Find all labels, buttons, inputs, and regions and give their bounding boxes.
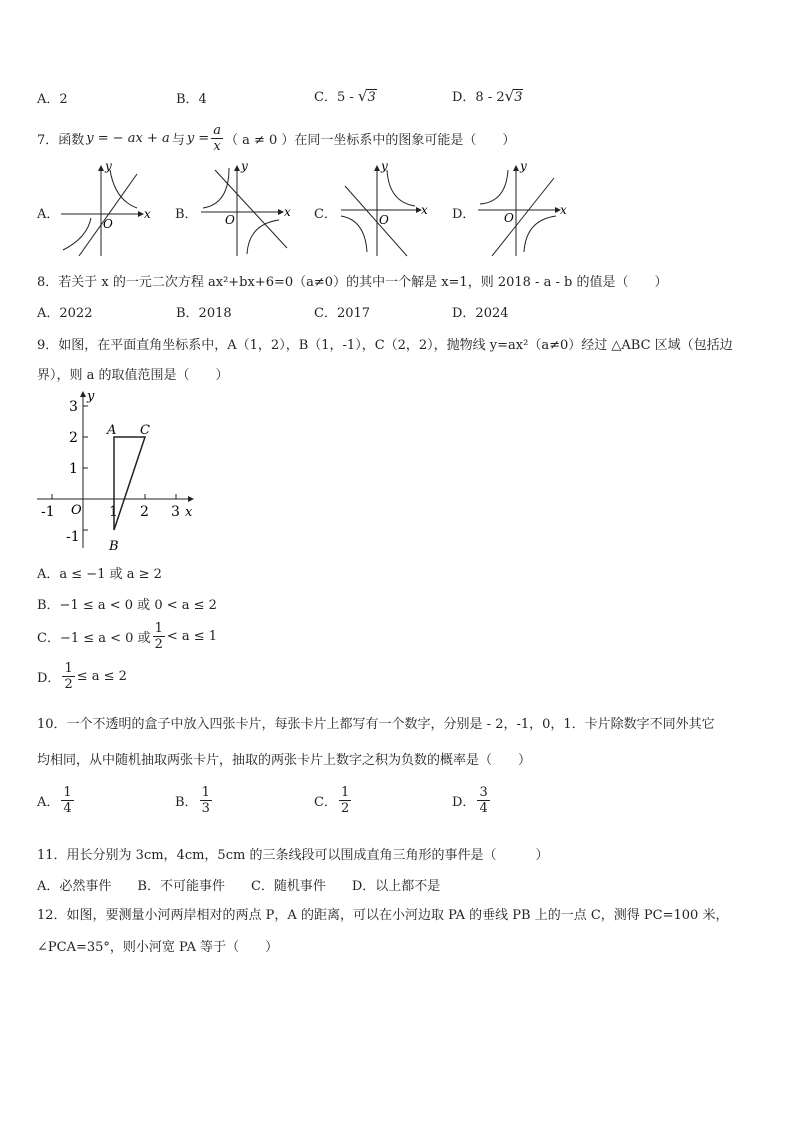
x-tick-label: 2 xyxy=(140,504,149,520)
origin-label: O xyxy=(103,217,113,231)
q6-option-c xyxy=(314,86,377,105)
fraction-denominator: 2 xyxy=(154,637,163,652)
q9-option-d-label: D． xyxy=(37,671,61,686)
q9-option-d xyxy=(37,662,127,691)
q7-mid: 与 xyxy=(171,133,185,148)
point-c-label: C xyxy=(140,423,150,438)
q7-option-a-label: A． xyxy=(37,207,60,222)
q7-option-c-label: C． xyxy=(314,207,337,222)
fraction-denominator: 4 xyxy=(479,801,488,816)
hyperbola-branch-1 xyxy=(110,170,137,208)
hyperbola-branch-1 xyxy=(480,170,508,204)
x-axis-label: x xyxy=(284,205,291,219)
x-tick-label: 1 xyxy=(109,504,118,520)
q7-condition: （ a ≠ 0 ）在同一坐标系中的图象可能是（ ） xyxy=(224,133,516,148)
x-axis-label: x xyxy=(144,207,151,221)
fraction-denominator: 2 xyxy=(64,677,73,692)
x-axis-label: x xyxy=(185,505,193,520)
fraction-numerator: 1 xyxy=(64,661,73,676)
q7-graph-d xyxy=(472,158,572,262)
q9-option-a: A．a ≤ −1 或 a ≥ 2 xyxy=(37,567,162,582)
q7-graph-a xyxy=(55,158,155,262)
hyperbola-branch-2 xyxy=(524,216,556,252)
fraction-numerator: 1 xyxy=(340,785,350,800)
q6-option-d-text: D．8 - 2 xyxy=(452,90,505,105)
line-graph xyxy=(492,178,554,256)
q10-option-d-label: D． xyxy=(452,795,476,810)
q9-option-c xyxy=(37,622,217,651)
sqrt-symbol: √ xyxy=(504,87,515,105)
point-a-label: A xyxy=(107,423,117,438)
q9-stem-line1: 9．如图，在平面直角坐标系中，A（1，2），B（1，-1），C（2，2），抛物线 y=ax²（a≠0）经过 △ABC 区域（包括边 xyxy=(37,338,733,353)
y-axis-label: y xyxy=(105,159,112,173)
q10-option-d xyxy=(452,786,492,815)
hyperbola-branch-2 xyxy=(341,216,367,252)
y-tick-label: 3 xyxy=(69,399,78,415)
q10-option-c xyxy=(314,786,353,815)
q11-options: A．必然事件 B．不可能事件 C．随机事件 D．以上都不是 xyxy=(37,879,441,894)
y-tick-label: 1 xyxy=(69,461,78,477)
q8-option-a: A．2022 xyxy=(37,306,93,321)
x-axis-label: x xyxy=(421,203,428,217)
fraction-denominator: 2 xyxy=(340,801,350,816)
y-axis-label: y xyxy=(241,159,248,173)
q6-option-a: A．2 xyxy=(37,92,68,107)
q11-stem: 11．用长分别为 3cm，4cm，5cm 的三条线段可以围成直角三角形的事件是（ ） xyxy=(37,848,549,863)
q7-function-1: y = − ax + a xyxy=(86,131,170,146)
hyperbola-branch-1 xyxy=(203,168,229,208)
q6-option-d xyxy=(452,86,523,105)
q7-function-2-lhs: y = xyxy=(186,131,210,146)
q10-option-a-label: A． xyxy=(37,795,60,810)
q6-option-b: B．4 xyxy=(176,92,207,107)
y-axis-label: y xyxy=(520,159,527,173)
origin-label: O xyxy=(504,211,514,225)
origin-label: O xyxy=(225,213,235,227)
line-graph xyxy=(79,174,137,256)
q9-option-b: B．−1 ≤ a < 0 或 0 < a ≤ 2 xyxy=(37,598,217,613)
fraction-numerator: 1 xyxy=(63,785,72,800)
q7-stem xyxy=(37,124,515,153)
sqrt-symbol: √ xyxy=(357,87,368,105)
q9-stem-line2: 界），则 a 的取值范围是（ ） xyxy=(37,368,229,383)
q12-stem-line2: ∠PCA=35°，则小河宽 PA 等于（ ） xyxy=(37,940,279,955)
fraction-numerator: a xyxy=(213,123,221,138)
q9-option-d-tail: ≤ a ≤ 2 xyxy=(76,669,127,684)
q7-function-2-fraction xyxy=(211,124,223,153)
q10-stem-line1: 10．一个不透明的盒子中放入四张卡片，每张卡片上都写有一个数字，分别是 - 2，-1，0，1．卡片除数字不同外其它 xyxy=(37,717,715,732)
q9-coordinate-graph xyxy=(33,388,203,554)
q9-option-d-fraction xyxy=(62,662,74,691)
x-axis-label: x xyxy=(560,203,567,217)
q7-option-b-label: B． xyxy=(175,207,198,222)
x-tick-label: -1 xyxy=(41,504,55,520)
y-axis-label: y xyxy=(381,159,388,173)
q8-stem: 8．若关于 x 的一元二次方程 ax²+bx+6=0（a≠0）的其中一个解是 x=1，则 2018 - a - b 的值是（ ） xyxy=(37,275,668,290)
x-tick-label: 3 xyxy=(171,504,180,520)
origin-label: O xyxy=(379,213,389,227)
q10-option-c-label: C． xyxy=(314,795,337,810)
fraction-numerator: 1 xyxy=(201,785,210,800)
q10-option-d-fraction xyxy=(477,786,489,815)
origin-label: O xyxy=(71,503,82,518)
line-graph xyxy=(215,170,287,248)
y-tick-label: 2 xyxy=(69,430,78,446)
q10-option-a xyxy=(37,786,76,815)
hyperbola-branch-1 xyxy=(387,170,415,206)
q7-graph-b xyxy=(195,158,295,262)
q9-option-c-tail: < a ≤ 1 xyxy=(166,629,218,644)
q6-option-d-radicand: 3 xyxy=(514,90,523,105)
q10-option-c-fraction xyxy=(339,786,351,815)
q7-option-d-label: D． xyxy=(452,207,476,222)
q10-option-b xyxy=(175,786,214,815)
hyperbola-branch-2 xyxy=(247,220,279,254)
q8-option-d: D．2024 xyxy=(452,306,509,321)
fraction-denominator: 3 xyxy=(201,801,210,816)
q9-option-c-fraction xyxy=(153,622,165,651)
y-tick-label: -1 xyxy=(66,529,80,545)
point-b-label: B xyxy=(109,539,119,554)
q9-option-c-text: C．−1 ≤ a < 0 或 xyxy=(37,631,151,646)
fraction-denominator: 4 xyxy=(63,801,72,816)
fraction-denominator: x xyxy=(213,139,221,154)
q10-option-a-fraction xyxy=(61,786,73,815)
q6-option-c-radicand: 3 xyxy=(367,90,376,105)
fraction-numerator: 1 xyxy=(154,621,163,636)
q10-stem-line2: 均相同，从中随机抽取两张卡片，抽取的两张卡片上数字之积为负数的概率是（ ） xyxy=(37,753,532,768)
q6-option-c-text: C．5 - xyxy=(314,90,358,105)
y-axis-label: y xyxy=(87,389,95,404)
q8-option-b: B．2018 xyxy=(176,306,232,321)
q10-option-b-label: B． xyxy=(175,795,198,810)
q10-option-b-fraction xyxy=(200,786,212,815)
q7-lead: 7．函数 xyxy=(37,133,85,148)
q12-stem-line1: 12．如图，要测量小河两岸相对的两点 P，A 的距离，可以在小河边取 PA 的垂线 PB 上的一点 C，测得 PC=100 米， xyxy=(37,908,729,923)
fraction-numerator: 3 xyxy=(479,785,488,800)
q7-graph-c xyxy=(335,158,435,262)
q8-option-c: C．2017 xyxy=(314,306,371,321)
